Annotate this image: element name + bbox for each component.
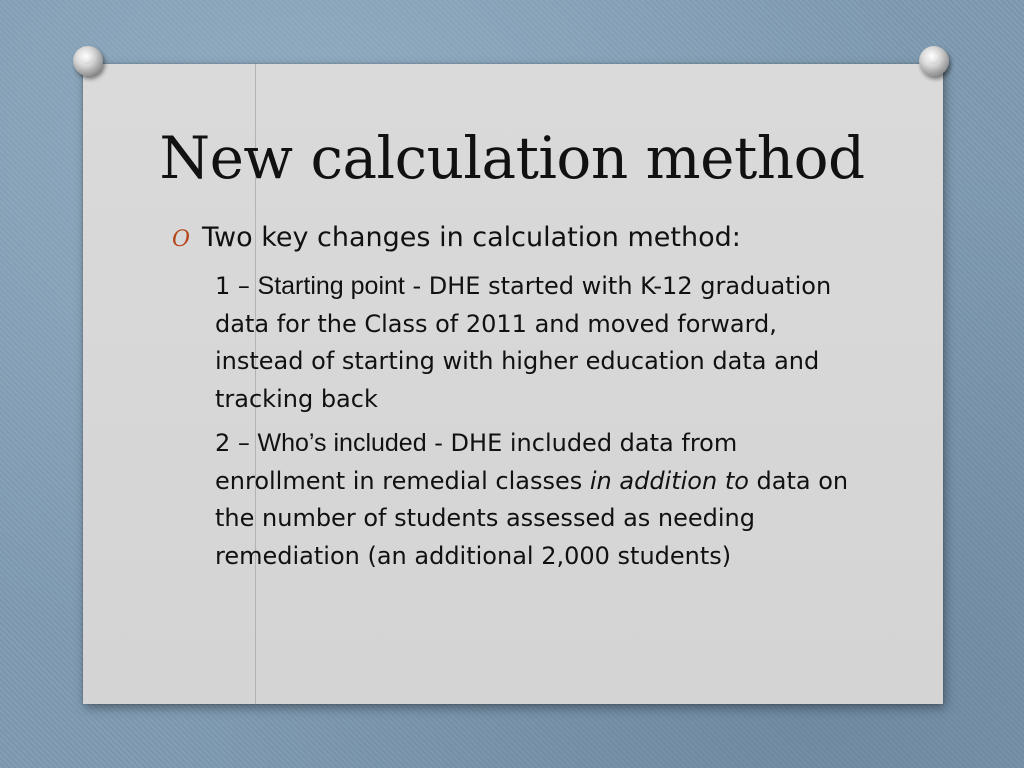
pushpin-icon: [919, 46, 949, 76]
sub-item-prefix: 2 –: [215, 429, 258, 457]
slide-title: New calculation method: [159, 124, 865, 192]
sub-item-text: - DHE started with K-12 graduation data for the Class of 2011 and moved forward, instead of starting with higher education data and tracking back: [215, 272, 832, 413]
sub-item-whos-included: [215, 425, 855, 575]
bullet-text: Two key changes in calculation method:: [202, 222, 741, 253]
bullet-marker-icon: O: [172, 227, 191, 252]
sub-item-starting-point: [215, 268, 855, 418]
bullet-item: [172, 222, 872, 253]
sub-item-prefix: 1 –: [215, 272, 258, 300]
sub-item-text: data on the number of students assessed as needing remediation (an additional 2,000 students): [215, 466, 849, 570]
sub-item-keyword: Who’s included: [257, 429, 427, 457]
pushpin-icon: [73, 46, 103, 76]
sub-item-emphasis: in addition to: [589, 466, 749, 495]
sub-item-text: - DHE included data from enrollment in remedial classes: [215, 429, 738, 495]
sub-item-keyword: Starting point: [257, 272, 405, 300]
